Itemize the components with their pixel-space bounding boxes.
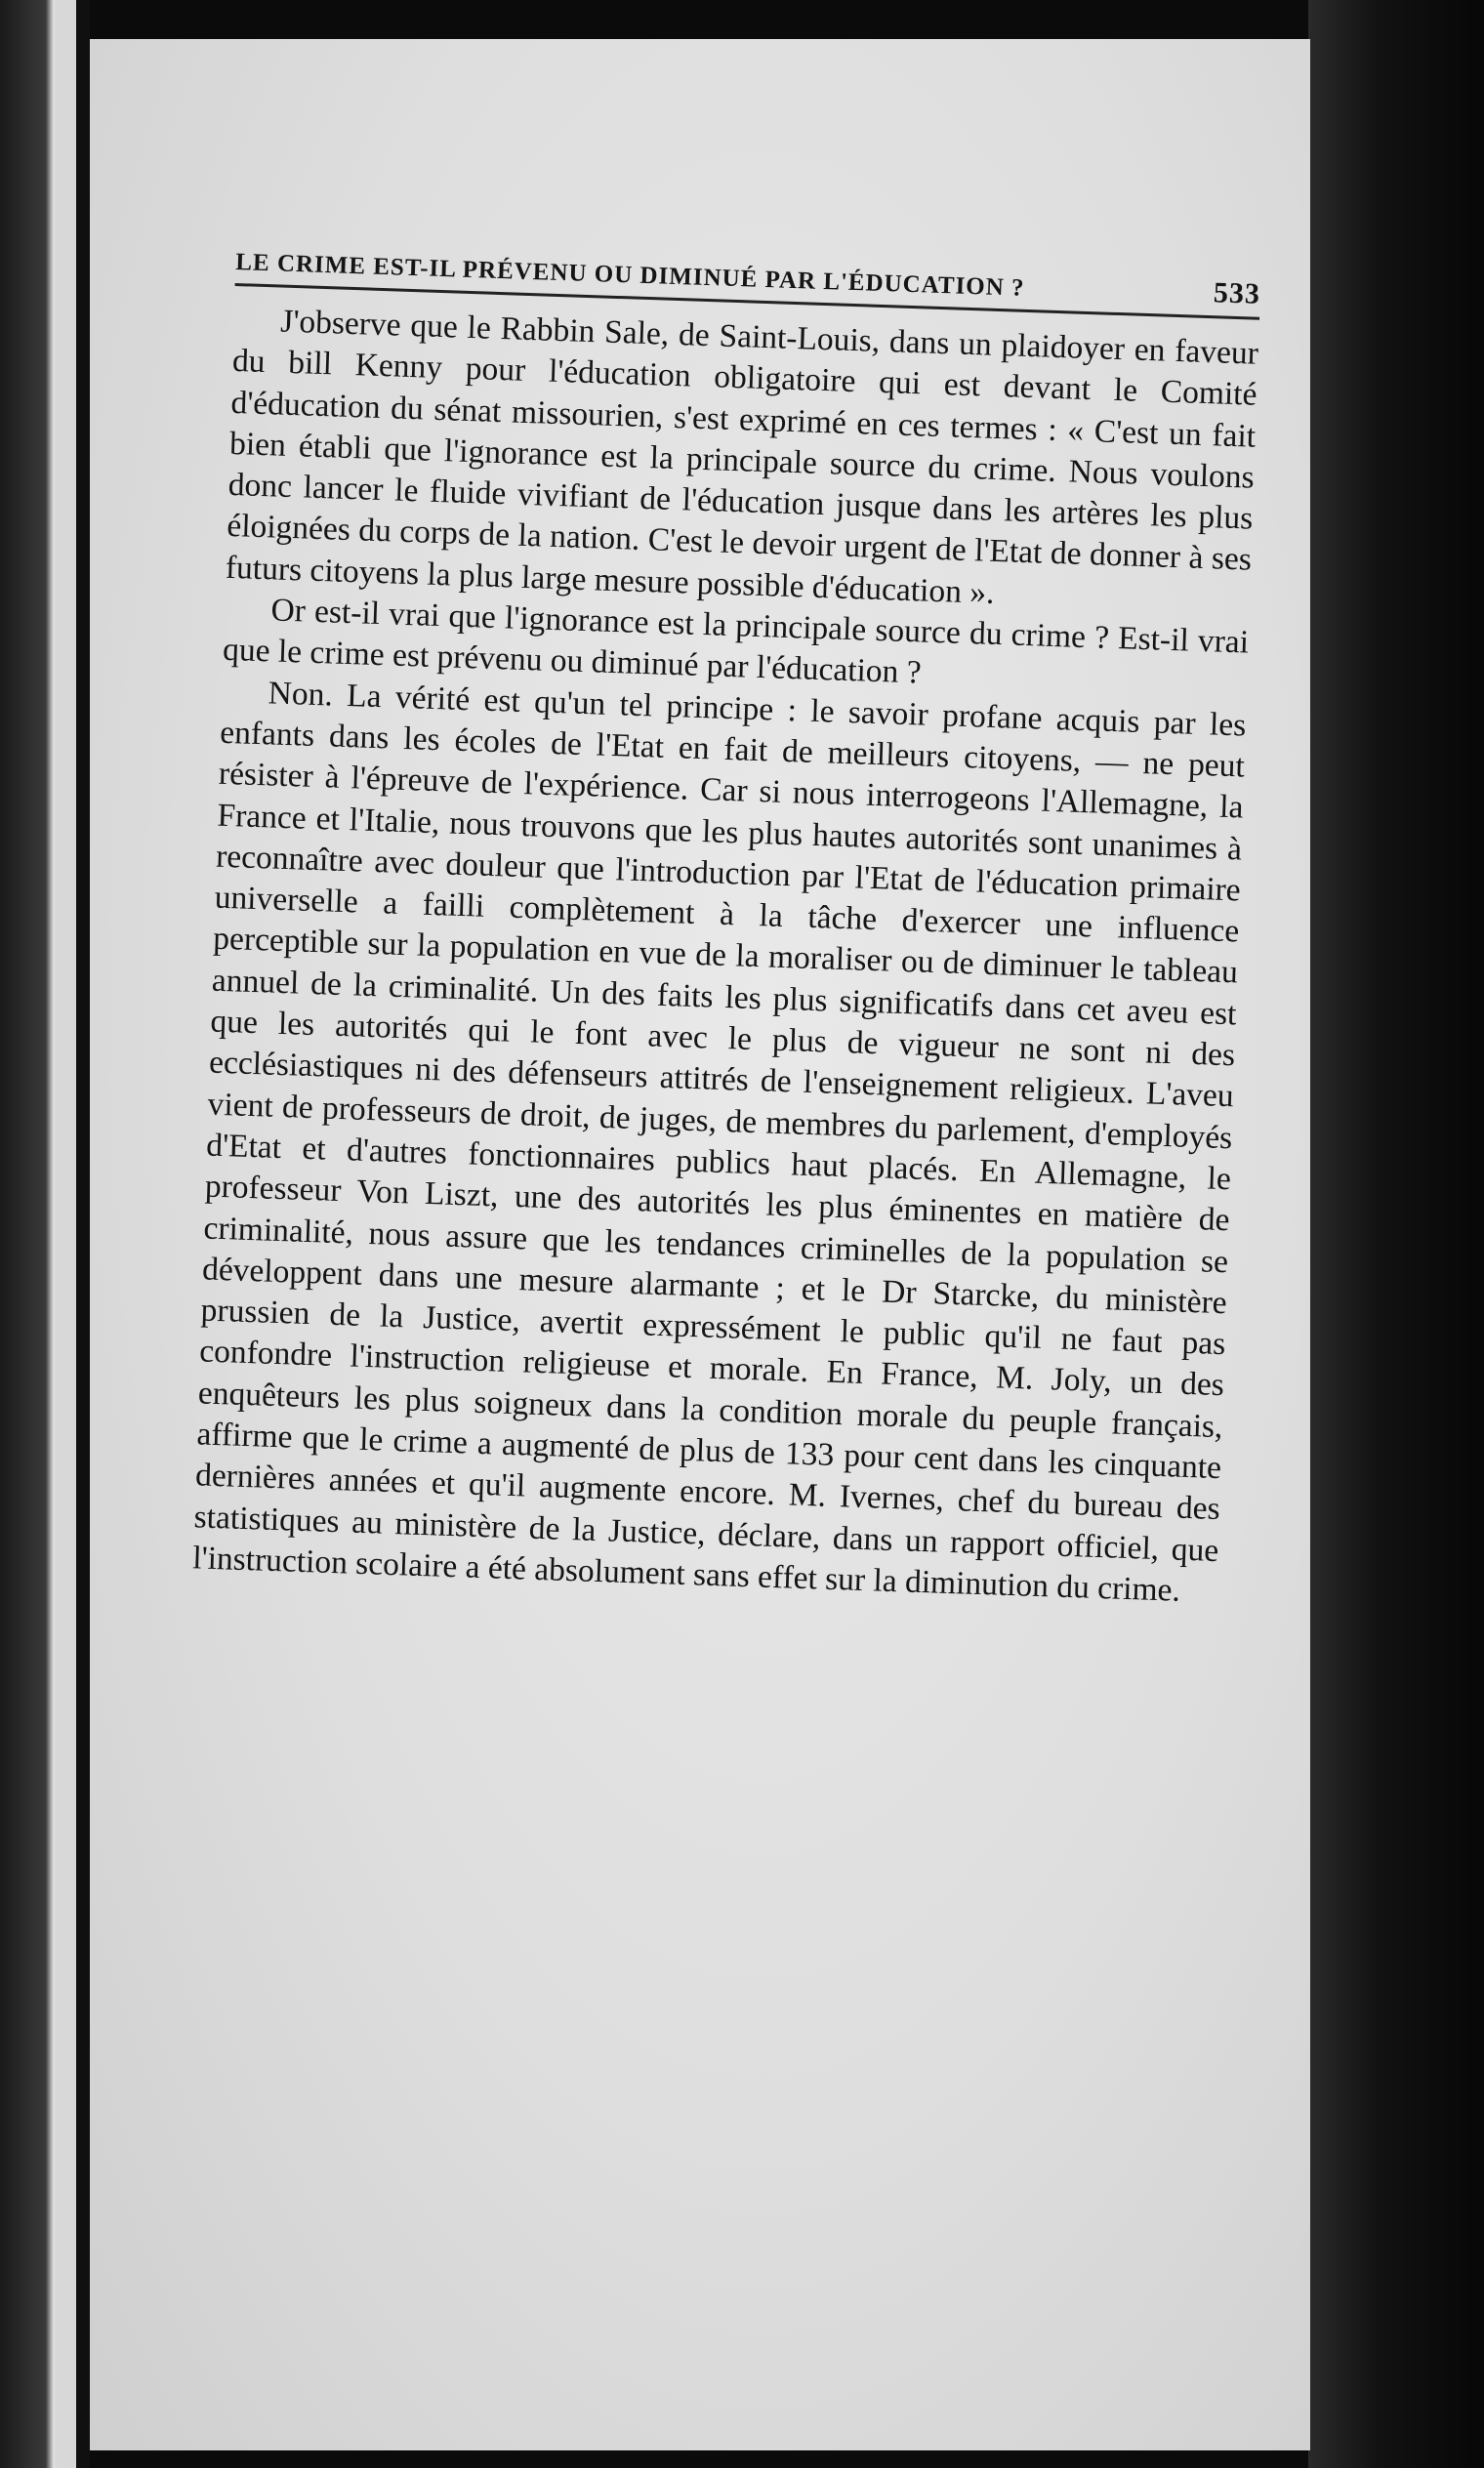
running-head-title: LE CRIME EST-IL PRÉVENU OU DIMINUÉ PAR L'ÉDUCATION ? [234, 248, 1025, 302]
page-number: 533 [1213, 276, 1261, 310]
book-page [90, 39, 1310, 2450]
film-gap [76, 0, 90, 2468]
paragraph-3: Non. La vérité est qu'un tel principe : le savoir profane acquis par les enfants dans les écoles de l'Etat en fait de meilleurs citoyens, — ne peut résister à l'épreuve de l'expérience. Car si nous interrogeons l'Allemagne, la France et l'Italie, nous trouvons que les plus hautes autorités sont unanimes à reconnaître avec douleur que l'introduction par l'Etat de l'éducation primaire universelle a failli complètement à la tâche d'exercer une influence perceptible sur la population en vue de la moraliser ou de diminuer le tableau annuel de la criminalité. Un des faits les plus significatifs dans cet aveu est que les autorités qui le font avec le plus de vigueur ne sont ni des ecclésiastiques ni des défenseurs attitrés de l'enseignement religieux. L'aveu vient de professeurs de droit, de juges, de membres du parlement, d'employés d'Etat et d'autres fonctionnaires publics haut placés. En Allemagne, le professeur Von Liszt, une des autorités les plus éminentes en matière de criminalité, nous assure que les tendances criminelles de la population se développent dans une mesure alarmante ; et le Dr Starcke, du ministère prussien de la Justice, avertit expressément le public qu'il ne faut pas confondre l'instruction religieuse et morale. En France, M. Joly, un des enquêteurs les plus soigneux dans la condition morale du peuple français, affirme que le crime a augmenté de plus de 133 pour cent dans les cinquante dernières années et qu'il augmente encore. M. Ivernes, chef du bureau des statistiques au ministère de la Justice, déclare, dans un rapport officiel, que l'instruction scolaire a été absolument sans effet sur la diminution du crime. [191, 675, 1247, 1609]
paragraph-1: J'observe que le Rabbin Sale, de Saint-Louis, dans un plaidoyer en faveur du bill Kenny pour l'éducation obligatoire qui est devant le Comité d'éducation du sénat missourien, s'est exprimé en ces termes : « C'est un fait bien établi que l'ignorance est la principale source du crime. Nous voulons donc lancer le fluide vivifiant de l'éducation jusque dans les artères les plus éloignées du corps de la nation. C'est le devoir urgent de l'Etat de donner à ses futurs citoyens la plus large mesure possible d'éducation ». [225, 303, 1259, 611]
paragraph-2: Or est-il vrai que l'ignorance est la principale source du crime ? Est-il vrai que le crime est prévenu ou diminué par l'éducation ? [222, 592, 1250, 691]
film-frame-right [1308, 0, 1484, 2468]
adjacent-page-edge [57, 0, 76, 2468]
page-content [192, 244, 1261, 1613]
